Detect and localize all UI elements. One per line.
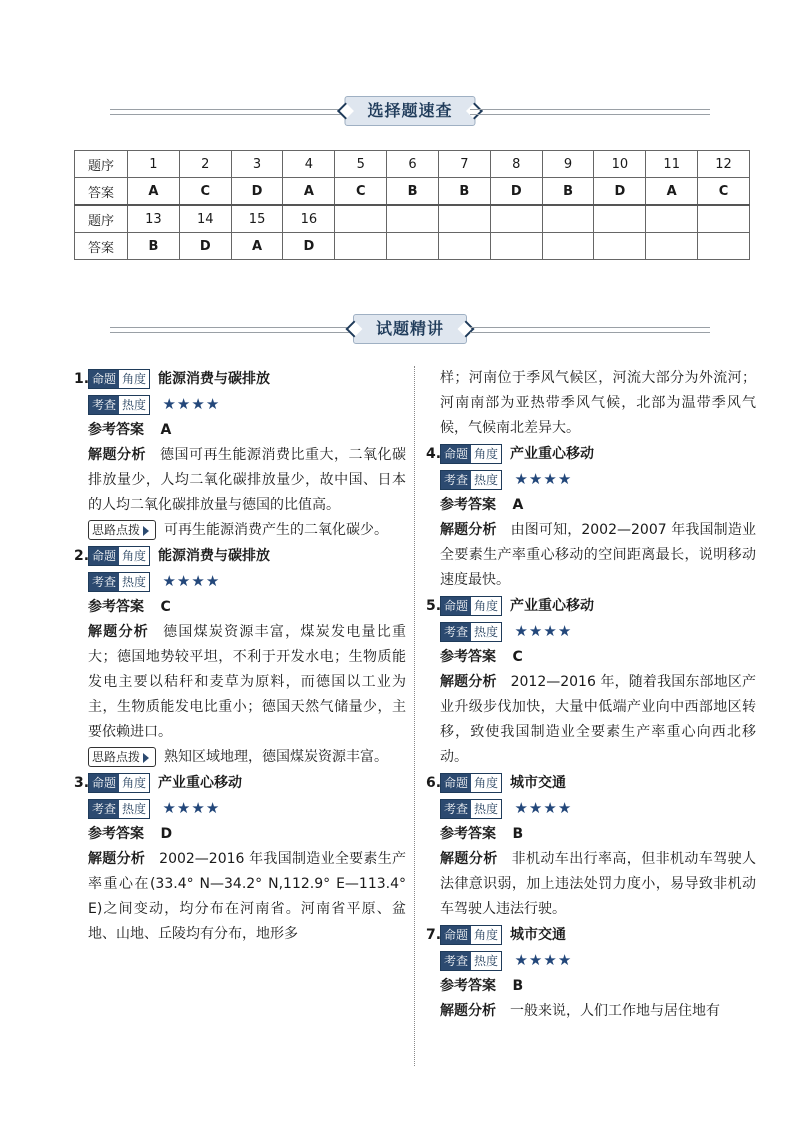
analysis-paragraph [426, 518, 756, 593]
number-cell [542, 205, 594, 233]
heat-tag: 考查 热度 [440, 470, 502, 490]
angle-tag: 命题 角度 [88, 369, 150, 389]
heat-line [74, 796, 406, 822]
star-rating: ★★★★ [162, 395, 221, 413]
ref-answer-label: 参考答案 [88, 826, 144, 842]
topic: 产业重心移动 [510, 597, 595, 614]
ref-answer-label: 参考答案 [440, 826, 496, 842]
number-cell: 4 [283, 151, 335, 178]
analysis-text: 由图可知，2002—2007 年我国制造业全要素生产率重心移动的空间距离最长，说明移动速度最快。 [440, 522, 756, 588]
answer-line [426, 645, 756, 670]
analysis-text: 德国煤炭资源丰富，煤炭发电量比重大；德国地势较平坦，不利于开发水电；生物质能发电主要以秸秆和麦草为原料，而德国以工业为主，生物质能发电比重小；德国天然气储量少，主要依赖进口。 [88, 624, 407, 740]
analysis-paragraph [74, 620, 406, 745]
question-header [426, 770, 756, 796]
answer-cell: A [283, 178, 335, 206]
analysis-label: 解题分析 [88, 851, 146, 867]
number-cell: 16 [283, 205, 335, 233]
star-rating: ★★★★ [514, 951, 573, 969]
number-cell [490, 205, 542, 233]
ref-answer-value: C [512, 649, 523, 665]
question-number: 3. [74, 774, 90, 791]
header-rule-left [110, 109, 350, 115]
row-label: 答案 [75, 178, 128, 206]
ref-answer-label: 参考答案 [88, 422, 144, 438]
answer-cell: D [179, 233, 231, 260]
answer-cell [335, 233, 387, 260]
analysis-label: 解题分析 [440, 851, 498, 867]
topic: 能源消费与碳排放 [158, 547, 271, 564]
number-cell [387, 205, 439, 233]
question-header [426, 593, 756, 619]
question-header [74, 770, 406, 796]
triangle-right-icon [143, 526, 149, 536]
question-header [74, 366, 406, 392]
header-rule-left [110, 327, 350, 333]
star-rating: ★★★★ [514, 622, 573, 640]
analysis-text: 2002—2016 年我国制造业全要素生产率重心在(33.4° N—34.2° N,112.9° E—113.4° E)之间变动，均分布在河南省。河南省平原、盆地、山地、丘陵均有分布，地形多 [88, 851, 407, 942]
answer-cell [698, 233, 750, 260]
question-number: 5. [426, 597, 442, 614]
question-number: 2. [74, 547, 90, 564]
question-header [426, 441, 756, 467]
number-cell: 13 [128, 205, 180, 233]
number-cell: 6 [387, 151, 439, 178]
row-label: 题序 [75, 151, 128, 178]
answer-cell: D [231, 178, 283, 206]
answer-cell: A [231, 233, 283, 260]
answer-cell: B [438, 178, 490, 206]
question-block-3 [74, 770, 406, 947]
number-cell: 7 [438, 151, 490, 178]
heat-line [426, 467, 756, 493]
answer-cell: B [387, 178, 439, 206]
analysis-paragraph [74, 443, 406, 518]
heat-tag: 考查 热度 [88, 572, 150, 592]
angle-tag: 命题 角度 [440, 596, 502, 616]
triangle-right-icon [143, 753, 149, 763]
right-column [426, 366, 756, 1024]
number-cell: 1 [128, 151, 180, 178]
topic: 产业重心移动 [158, 774, 243, 791]
tip-tag: 思路点拨 [88, 747, 156, 767]
answer-cell [542, 233, 594, 260]
answer-line [74, 418, 406, 443]
ref-answer-label: 参考答案 [440, 978, 496, 994]
column-divider [414, 366, 415, 1066]
answer-cell [438, 233, 490, 260]
answer-line [426, 493, 756, 518]
answer-line [74, 822, 406, 847]
answer-cell: C [698, 178, 750, 206]
question-number: 1. [74, 370, 90, 387]
ref-answer-label: 参考答案 [440, 649, 496, 665]
number-cell [594, 205, 646, 233]
table-row-numbers-1 [75, 151, 750, 178]
section-header-explain [110, 314, 710, 344]
question-block-7 [426, 922, 756, 1024]
tip-paragraph [74, 745, 406, 770]
answer-cell: B [542, 178, 594, 206]
heat-tag: 考查 热度 [440, 799, 502, 819]
question-block-2 [74, 543, 406, 770]
number-cell: 10 [594, 151, 646, 178]
ref-answer-value: B [512, 978, 524, 994]
question-block-4 [426, 441, 756, 593]
analysis-paragraph [74, 847, 406, 947]
question-block-5 [426, 593, 756, 770]
answer-cell: C [179, 178, 231, 206]
analysis-label: 解题分析 [440, 522, 497, 538]
question-number: 6. [426, 774, 442, 791]
number-cell: 8 [490, 151, 542, 178]
answer-cell: B [128, 233, 180, 260]
angle-tag: 命题 角度 [440, 444, 502, 464]
heat-tag: 考查 热度 [440, 951, 502, 971]
analysis-text: 2012—2016 年，随着我国东部地区产业升级步伐加快，大量中低端产业向中西部地区转移，致使我国制造业全要素生产率重心向西北移动。 [440, 674, 756, 765]
topic: 城市交通 [510, 926, 567, 943]
analysis-label: 解题分析 [440, 674, 497, 690]
table-row-answers-1 [75, 178, 750, 206]
number-cell [646, 205, 698, 233]
heat-line [426, 796, 756, 822]
tip-text: 可再生能源消费产生的二氧化碳少。 [164, 522, 389, 538]
answer-cell: D [490, 178, 542, 206]
ref-answer-value: C [160, 599, 171, 615]
heat-line [426, 948, 756, 974]
ref-answer-value: D [160, 826, 173, 842]
star-rating: ★★★★ [162, 572, 221, 590]
answer-cell [387, 233, 439, 260]
answer-cell [646, 233, 698, 260]
star-rating: ★★★★ [514, 470, 573, 488]
question-block-1 [74, 366, 406, 543]
tip-paragraph [74, 518, 406, 543]
tip-tag: 思路点拨 [88, 520, 156, 540]
analysis-text: 德国可再生能源消费比重大，二氧化碳排放量少，人均二氧化碳排放量少，故中国、日本的人均二氧化碳排放量与德国的比值高。 [88, 447, 406, 513]
section-title: 选择题速查 [344, 96, 475, 126]
answer-line [74, 595, 406, 620]
header-rule-right [470, 327, 710, 333]
number-cell [335, 205, 387, 233]
answer-cell: A [646, 178, 698, 206]
analysis-paragraph [426, 847, 756, 922]
analysis-text: 非机动车出行率高，但非机动车驾驶人法律意识弱，加上违法处罚力度小，易导致非机动车驾驶人违法行驶。 [440, 851, 757, 917]
ref-answer-value: B [512, 826, 524, 842]
ref-answer-value: A [160, 422, 172, 438]
number-cell: 9 [542, 151, 594, 178]
angle-tag: 命题 角度 [88, 546, 150, 566]
topic: 能源消费与碳排放 [158, 370, 271, 387]
number-cell: 11 [646, 151, 698, 178]
number-cell: 2 [179, 151, 231, 178]
angle-tag: 命题 角度 [88, 773, 150, 793]
answer-cell: D [283, 233, 335, 260]
number-cell: 5 [335, 151, 387, 178]
heat-tag: 考查 热度 [88, 799, 150, 819]
star-rating: ★★★★ [514, 799, 573, 817]
answer-cell [594, 233, 646, 260]
answer-cell: D [594, 178, 646, 206]
number-cell: 3 [231, 151, 283, 178]
topic: 产业重心移动 [510, 445, 595, 462]
answer-line [426, 974, 756, 999]
header-rule-right [470, 109, 710, 115]
star-rating: ★★★★ [162, 799, 221, 817]
answer-line [426, 822, 756, 847]
analysis-label: 解题分析 [440, 1003, 496, 1019]
angle-tag: 命题 角度 [440, 925, 502, 945]
section-title: 试题精讲 [353, 314, 467, 344]
topic: 城市交通 [510, 774, 567, 791]
question-number: 4. [426, 445, 442, 462]
question-header [74, 543, 406, 569]
question-block-6 [426, 770, 756, 922]
section-header-quick-check [110, 96, 710, 126]
row-label: 答案 [75, 233, 128, 260]
number-cell [438, 205, 490, 233]
question-header [426, 922, 756, 948]
angle-tag: 命题 角度 [440, 773, 502, 793]
ref-answer-label: 参考答案 [440, 497, 496, 513]
ref-answer-label: 参考答案 [88, 599, 144, 615]
number-cell: 14 [179, 205, 231, 233]
question-number: 7. [426, 926, 442, 943]
ref-answer-value: A [512, 497, 524, 513]
heat-line [74, 392, 406, 418]
heat-line [74, 569, 406, 595]
analysis-label: 解题分析 [88, 447, 146, 463]
heat-tag: 考查 热度 [88, 395, 150, 415]
tip-text: 熟知区域地理，德国煤炭资源丰富。 [164, 749, 389, 765]
table-row-answers-2 [75, 233, 750, 260]
left-column [74, 366, 406, 947]
table-row-numbers-2 [75, 205, 750, 233]
answer-cell: C [335, 178, 387, 206]
number-cell: 12 [698, 151, 750, 178]
heat-line [426, 619, 756, 645]
analysis-label: 解题分析 [88, 624, 150, 640]
number-cell [698, 205, 750, 233]
row-label: 题序 [75, 205, 128, 233]
heat-tag: 考查 热度 [440, 622, 502, 642]
number-cell: 15 [231, 205, 283, 233]
analysis-paragraph [426, 999, 756, 1024]
analysis-text: 一般来说，人们工作地与居住地有 [510, 1003, 720, 1019]
answer-cell: A [128, 178, 180, 206]
answer-cell [490, 233, 542, 260]
answer-table [74, 150, 750, 260]
analysis-continued: 样；河南位于季风气候区，河流大部分为外流河；河南南部为亚热带季风气候，北部为温带季风气候，气候南北差异大。 [440, 370, 756, 436]
analysis-paragraph [426, 670, 756, 770]
